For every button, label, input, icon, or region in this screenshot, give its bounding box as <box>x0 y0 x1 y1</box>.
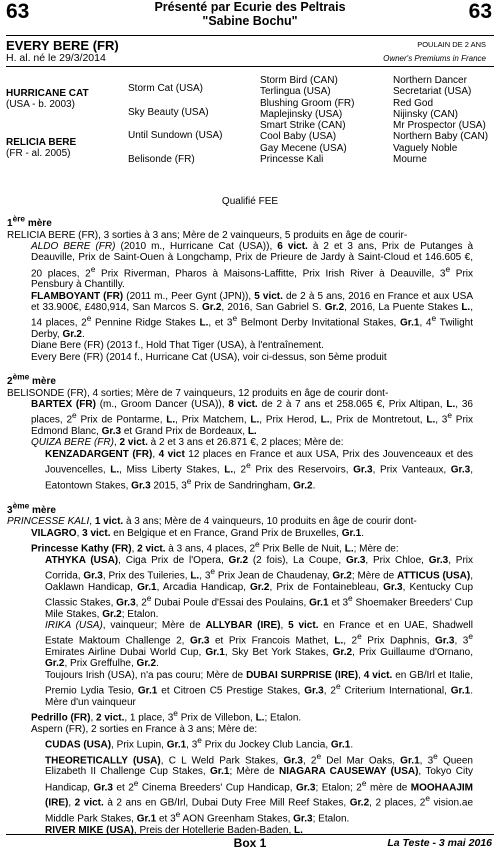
box-number: Box 1 <box>233 836 267 850</box>
pedigree-g3-item: Maplejinsky (USA) <box>260 108 343 120</box>
paragraph: Pedrillo (FR), 2 vict., 1 place, 3e Prix de Villebon, L.; Etalon. <box>31 707 302 724</box>
pedigree-g3-item: Smart Strike (CAN) <box>260 120 346 132</box>
paragraph: VILAGRO, 3 vict. en Belgique et en France, Grand Prix de Bruxelles, Gr.1. <box>31 527 364 539</box>
pedigree-g2-1: Sky Beauty (USA) <box>128 107 209 118</box>
pedigree-g4-item: Red God <box>393 97 434 109</box>
pedigree-g3-item: Terlingua (USA) <box>260 86 331 98</box>
paragraph: PRINCESSE KALI, 1 vict. à 3 ans; Mère de 4 vainqueurs, 10 produits en âge de courir dont- <box>7 516 417 528</box>
pedigree-rule <box>6 66 494 67</box>
consignor-block <box>0 0 500 28</box>
section-heading: 1ère mère <box>7 214 52 230</box>
paragraph: BELISONDE (FR), 4 sorties; Mère de 7 vainqueurs, 12 produits en âge de courir dont- <box>7 387 389 399</box>
pedigree-g2-3: Belisonde (FR) <box>128 154 195 165</box>
dam-info: (FR - al. 2005) <box>6 148 71 160</box>
pedigree-g2-2: Until Sundown (USA) <box>128 130 223 141</box>
sire-name: HURRICANE CAT <box>6 88 89 99</box>
pedigree-g4 <box>393 75 488 165</box>
sale-place-date: La Teste - 3 mai 2016 <box>387 837 492 849</box>
paragraph: Princesse Kathy (FR), 2 vict. à 3 ans, 4 places, 2e Prix Belle de Nuit, L.; Mère de: <box>31 538 399 555</box>
paragraph: KENZADARGENT (FR), 4 vict 12 places en France et aux USA, Prix des Jouvenceaux et des Jouvencelles, L., Miss Liberty Stakes, L., 2e Prix des Reservoirs, Gr.3, Prix Vanteaux, Gr.3, Eatontown Stakes, Gr.3 2015, 3e Prix de Sandringham, Gr.2. <box>45 448 474 492</box>
dam-name: RELICIA BERE <box>6 137 77 148</box>
catalogue-body <box>7 214 473 836</box>
pedigree-g4-item: Northern Dancer <box>393 75 467 86</box>
presented-by: Présenté par Ecurie des Peltrais <box>154 0 346 14</box>
sire-info: (USA - b. 2003) <box>6 99 75 111</box>
pedigree-g3-item: Storm Bird (CAN) <box>260 75 338 86</box>
paragraph: CUDAS (USA), Prix Lupin, Gr.1, 3e Prix du Jockey Club Lancia, Gr.1. <box>45 735 354 751</box>
paragraph: Every Bere (FR) (2014 f., Hurricane Cat (USA), voir ci-dessus, son 5ème produit <box>31 351 387 363</box>
pedigree-g4-item: Secretariat (USA) <box>393 86 472 98</box>
horse-name: EVERY BERE (FR) <box>6 38 119 53</box>
pedigree-g2-0: Storm Cat (USA) <box>128 83 204 94</box>
pedigree-g3-item: Blushing Groom (FR) <box>260 97 355 109</box>
paragraph: Toujours Irish (USA), n'a pas couru; Mère de DUBAI SURPRISE (IRE), 4 vict. en GB/Irl et Italie, Premio Lydia Tesio, Gr.1 et Citroen C5 Prestige Stakes, Gr.3, 2e Criterium International, Gr.1. Mère d'un vainqueur <box>45 669 473 708</box>
paragraph: ALDO BERE (FR) (2010 m., Hurricane Cat (USA)), 6 vict. à 2 et 3 ans, Prix de Putanges à Deauville, Prix de Saint-Ouen à Longchamp, Prix de Prieure de Jardy à Saint-Cloud et 146.605 €, 20 places, 2e Prix Riverman, Pharos à Maisons-Laffitte, Prix Irish River à Deauville, 3e Prix Pensbury à Chantilly. <box>31 241 474 291</box>
section-heading: 2ème mère <box>7 372 56 388</box>
pedigree-g4-item: Northern Baby (CAN) <box>393 131 489 143</box>
presenter-name: "Sabine Bochu" <box>202 14 298 28</box>
paragraph: IRIKA (USA), vainqueur; Mère de ALLYBAR (IRE), 5 vict. en France et en UAE, Shadwell Estate Maktoum Challenge 2, Gr.3 et Prix Francois Mathet, L., 2e Prix Daphnis, Gr.3, 3e Emirates Airline Dubai World Cup, Gr.1, Sky Bet York Stakes, Gr.2, Prix Guillaume d'Ornano, Gr.2, Prix Greffulhe, Gr.2. <box>45 619 474 670</box>
pedigree-sire <box>6 88 89 111</box>
pedigree-g4-item: Mr Prospector (USA) <box>393 120 486 132</box>
paragraph: QUIZA BERE (FR), 2 vict. à 2 et 3 ans et 26.871 €, 2 places; Mère de: <box>31 437 344 449</box>
pedigree-dam <box>6 137 76 160</box>
paragraph: THEORETICALLY (USA), C L Weld Park Stakes, Gr.3, 2e Del Mar Oaks, Gr.1, 3e Queen Elizabeth II Challenge Cup Stakes, Gr.1; Mère de NIAGARA CAUSEWAY (USA), Tokyo City Handicap, Gr.3 et 2e Cinema Breeders' Cup Handicap, Gr.3; Etalon; 2e mère de MOOHAAJIM (IRE), 2 vict. à 2 ans en GB/Irl, Dubai Duty Free Mill Reef Stakes, Gr.2, 2 places, 2e vision.ae Middle Park Stakes, Gr.1 et 3e AON Greenham Stakes, Gr.3; Etalon. <box>45 750 474 825</box>
pedigree-g4-item: Nijinsky (CAN) <box>393 108 458 120</box>
paragraph: BARTEX (FR) (m., Groom Dancer (USA)), 8 vict. de 2 à 7 ans et 258.065 €, Prix Altipan, L., 36 places, 2e Prix de Pontarme, L., Prix Matchem, L., Prix Herod, L., Prix de Montretout, L., 3e Prix Edmond Blanc, Gr.3 et Grand Prix de Bordeaux, L. <box>31 399 473 438</box>
pedigree-g4-item: Mourne <box>393 154 427 166</box>
lot-number-left: 63 <box>6 0 30 23</box>
paragraph: Diane Bere (FR) (2013 f., Hold That Tiger (USA), à l'entraînement. <box>31 340 324 352</box>
pedigree-g4-item: Vaguely Noble <box>393 142 458 154</box>
owner-premium: Owner's Premiums in France <box>383 54 486 63</box>
pedigree-g3-item: Gay Mecene (USA) <box>260 142 347 154</box>
paragraph: RIVER MIKE (USA), Preis der Hotellerie Baden-Baden, L. <box>45 824 303 836</box>
section-heading: 3ème mère <box>7 500 56 516</box>
qualifie-fee: Qualifié FEE <box>221 196 279 207</box>
sex-age: POULAIN DE 2 ANS <box>417 40 486 49</box>
paragraph: Aspern (FR), 2 sorties en France à 3 ans; Mère de: <box>31 723 258 735</box>
pedigree-g3 <box>260 75 354 165</box>
paragraph: RELICIA BERE (FR), 3 sorties à 3 ans; Mère de 2 vainqueurs, 5 produits en âge de courir- <box>7 229 408 241</box>
header-rule <box>6 35 494 36</box>
paragraph: ATHYKA (USA), Ciga Prix de l'Opera, Gr.2 (2 fois), La Coupe, Gr.3, Prix Chloe, Gr.3, Prix Corrida, Gr.3, Prix des Tuileries, L., 3e Prix Jean de Chaudenay, Gr.2; Mère de ATTICUS (USA), Oaklawn Handicap, Gr.1, Arcadia Handicap, Gr.2, Prix de Fontainebleau, Gr.3, Kentucky Cup Classic Stakes, Gr.3, 2e Dubai Poule d'Essai des Poulains, Gr.1 et 3e Shoemaker Breeders' Cup Mile Stakes, Gr.2; Etalon. <box>45 554 474 620</box>
footer-rule <box>6 834 494 835</box>
pedigree-g3-item: Princesse Kali <box>260 154 324 166</box>
lot-number-right: 63 <box>468 0 492 23</box>
paragraph: FLAMBOYANT (FR) (2011 m., Peer Gynt (JPN)), 5 vict. de 2 à 5 ans, 2016 en France et aux USA et 33.900€, £480,914, San Marcos S. Gr.2, 2016, San Gabriel S. Gr.2, 2016, La Puente Stakes L., 14 places, 2e Pennine Ridge Stakes L., et 3e Belmont Derby Invitational Stakes, Gr.1, 4e Twilight Derby, Gr.2. <box>31 290 473 341</box>
birth-info: H. al. né le 29/3/2014 <box>6 52 106 64</box>
pedigree-g3-item: Cool Baby (USA) <box>260 131 337 143</box>
